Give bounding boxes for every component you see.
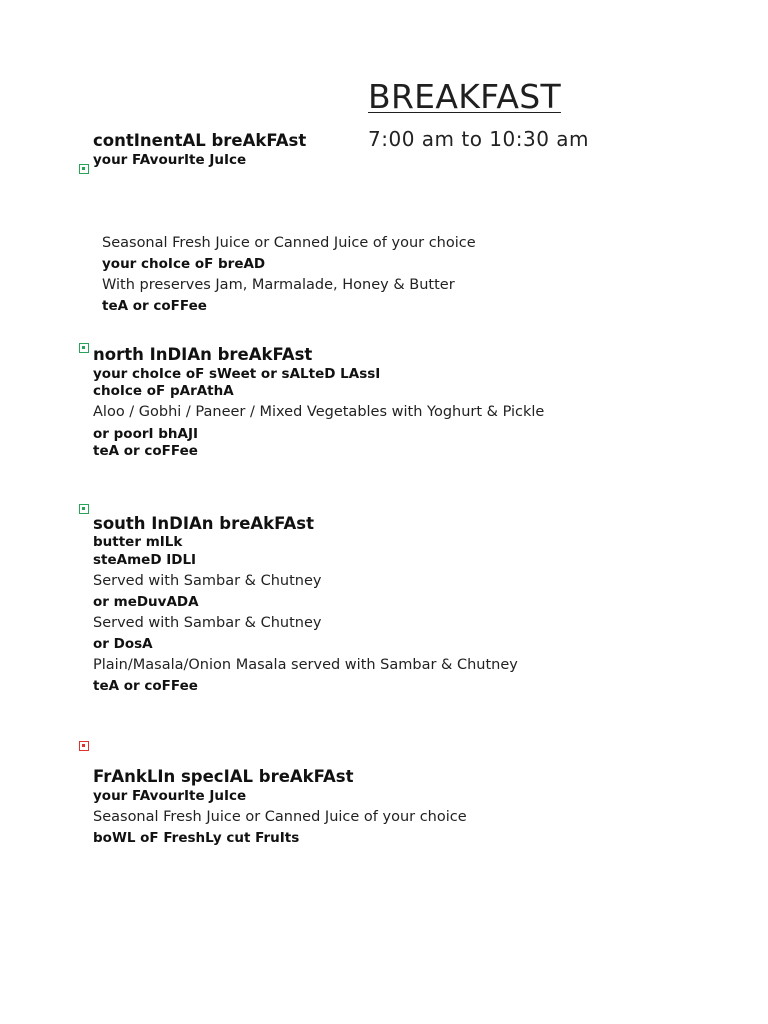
menu-item: or meDuvADA — [93, 594, 199, 610]
menu-item: or DosA — [93, 636, 153, 652]
menu-item: steAmeD IDLI — [93, 552, 197, 568]
menu-item-description: Served with Sambar & Chutney — [93, 573, 322, 589]
menu-item-description: With preserves Jam, Marmalade, Honey & Butter — [102, 277, 455, 293]
menu-item: or poorI bhAJI — [93, 426, 198, 442]
veg-marker-icon — [79, 343, 89, 353]
breakfast-hours: 7:00 am to 10:30 am — [368, 127, 590, 151]
menu-item: teA or coFFee — [93, 443, 198, 459]
menu-item: boWL oF FreshLy cut FruIts — [93, 830, 300, 846]
menu-item-description: Aloo / Gobhi / Paneer / Mixed Vegetables with Yoghurt & Pickle — [93, 404, 545, 420]
menu-item: choIce oF pArAthA — [93, 383, 234, 399]
section-title: north InDIAn breAkFAst — [93, 345, 313, 364]
section-title: FrAnkLIn specIAL breAkFAst — [93, 767, 354, 786]
menu-item: teA or coFFee — [93, 678, 198, 694]
menu-item: your FAvourIte JuIce — [93, 152, 247, 168]
menu-item-description: Seasonal Fresh Juice or Canned Juice of your choice — [93, 809, 467, 825]
page-title: BREAKFAST — [368, 77, 561, 116]
menu-item-description: Plain/Masala/Onion Masala served with Sambar & Chutney — [93, 657, 518, 673]
menu-item: butter mILk — [93, 534, 183, 550]
section-title: contInentAL breAkFAst — [93, 131, 307, 150]
menu-item-description: Served with Sambar & Chutney — [93, 615, 322, 631]
nonveg-marker-icon — [79, 741, 89, 751]
veg-marker-icon — [79, 504, 89, 514]
menu-item-description: Seasonal Fresh Juice or Canned Juice of your choice — [102, 235, 476, 251]
menu-item: teA or coFFee — [102, 298, 207, 314]
menu-item: your FAvourIte JuIce — [93, 788, 247, 804]
veg-marker-icon — [79, 164, 89, 174]
section-title: south InDIAn breAkFAst — [93, 514, 315, 533]
menu-item: your choIce oF sWeet or sALteD LAssI — [93, 366, 381, 382]
menu-item: your choIce oF breAD — [102, 256, 266, 272]
